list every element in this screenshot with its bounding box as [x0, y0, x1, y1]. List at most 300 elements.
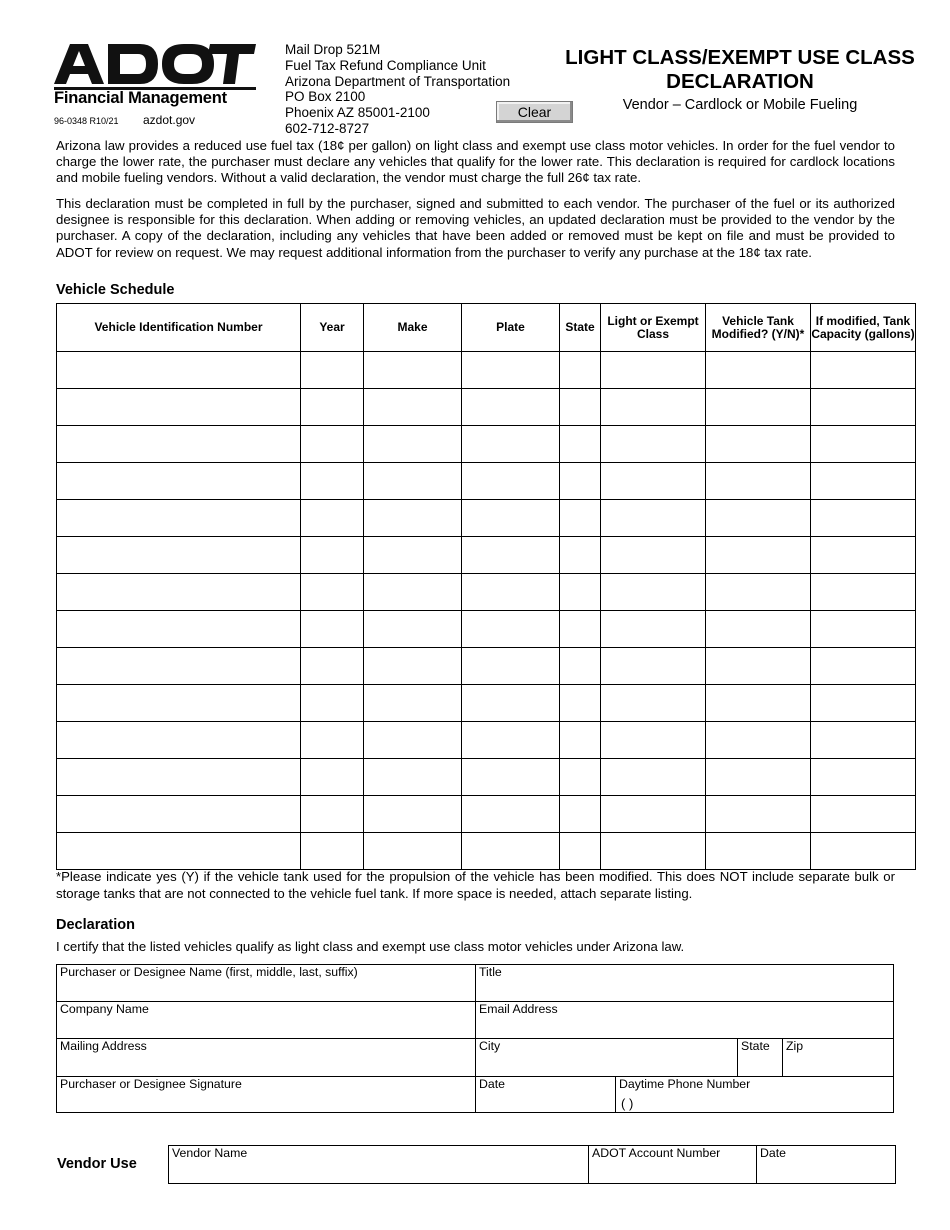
cell-class — [601, 500, 706, 537]
col-header-vin: Vehicle Identification Number — [57, 304, 301, 352]
table-row — [57, 759, 916, 796]
vin-input[interactable] — [57, 796, 300, 832]
cell-class — [601, 796, 706, 833]
tank-modified-input[interactable] — [706, 796, 810, 832]
year-input[interactable] — [301, 611, 363, 647]
vehicle-rows — [57, 352, 916, 870]
cell-year — [301, 611, 364, 648]
cell-make — [364, 685, 462, 722]
cell-state — [560, 611, 601, 648]
tank-modified-input[interactable] — [706, 722, 810, 758]
form-number: 96-0348 R10/21 — [54, 116, 119, 126]
plate-input[interactable] — [462, 796, 559, 832]
cell-make — [364, 833, 462, 870]
tank-capacity-input[interactable] — [811, 352, 915, 388]
tank-footnote: *Please indicate yes (Y) if the vehicle tank used for the propulsion of the vehicle has been modified. This does NOT include separate bulk or storage tanks that are not connected to the vehicle fuel tank. If more space is needed, attach separate listing. — [56, 869, 895, 901]
tank-capacity-input[interactable] — [811, 574, 915, 610]
cell-state — [560, 389, 601, 426]
year-input[interactable] — [301, 833, 363, 869]
date-label: Date — [479, 1077, 505, 1091]
cell-class — [601, 722, 706, 759]
vin-input[interactable] — [57, 648, 300, 684]
website: azdot.gov — [143, 113, 196, 127]
cell-tank-capacity — [811, 463, 916, 500]
col-header-tank-modified: Vehicle Tank Modified? (Y/N)* — [706, 304, 811, 352]
cell-class — [601, 463, 706, 500]
mailing-address-input[interactable] — [60, 1056, 472, 1074]
cell-vin — [57, 759, 301, 796]
vin-input[interactable] — [57, 833, 300, 869]
tank-capacity-input[interactable] — [811, 648, 915, 684]
mailing-address-cell — [57, 1039, 476, 1077]
vendor-use-fields — [168, 1145, 896, 1184]
vin-input[interactable] — [57, 574, 300, 610]
cell-tank-modified — [706, 389, 811, 426]
phone-input[interactable] — [676, 1092, 890, 1110]
cell-tank-capacity — [811, 685, 916, 722]
vin-input[interactable] — [57, 500, 300, 536]
plate-input[interactable] — [462, 759, 559, 795]
col-header-year: Year — [301, 304, 364, 352]
cell-class — [601, 833, 706, 870]
tank-capacity-input[interactable] — [811, 611, 915, 647]
cell-state — [560, 463, 601, 500]
cell-tank-modified — [706, 685, 811, 722]
cell-plate — [462, 796, 560, 833]
plate-input[interactable] — [462, 685, 559, 721]
make-input[interactable] — [364, 463, 461, 499]
cell-make — [364, 426, 462, 463]
cell-state — [560, 426, 601, 463]
year-input[interactable] — [301, 759, 363, 795]
cell-vin — [57, 352, 301, 389]
year-input[interactable] — [301, 537, 363, 573]
state-input[interactable] — [560, 352, 600, 388]
cell-tank-modified — [706, 722, 811, 759]
year-input[interactable] — [301, 796, 363, 832]
col-header-plate: Plate — [462, 304, 560, 352]
state-input[interactable] — [560, 611, 600, 647]
company-name-label: Company Name — [60, 1002, 149, 1016]
address-line: Fuel Tax Refund Compliance Unit — [285, 57, 486, 73]
cell-plate — [462, 463, 560, 500]
table-row — [57, 389, 916, 426]
signature-input[interactable] — [60, 1092, 472, 1110]
tank-modified-input[interactable] — [706, 611, 810, 647]
class-input[interactable] — [601, 611, 705, 647]
cell-vin — [57, 426, 301, 463]
cell-state — [560, 352, 601, 389]
cell-state — [560, 574, 601, 611]
tank-modified-input[interactable] — [706, 537, 810, 573]
make-input[interactable] — [364, 796, 461, 832]
cell-class — [601, 389, 706, 426]
plate-input[interactable] — [462, 352, 559, 388]
address-line: 602-712-8727 — [285, 120, 370, 136]
cell-class — [601, 426, 706, 463]
tank-modified-input[interactable] — [706, 426, 810, 462]
vin-input[interactable] — [57, 426, 300, 462]
year-input[interactable] — [301, 685, 363, 721]
state-input[interactable] — [560, 463, 600, 499]
cell-state — [560, 500, 601, 537]
class-input[interactable] — [601, 648, 705, 684]
email-label: Email Address — [479, 1002, 558, 1016]
cell-class — [601, 352, 706, 389]
tank-capacity-input[interactable] — [811, 500, 915, 536]
intro-paragraph-1: Arizona law provides a reduced use fuel tax (18¢ per gallon) on light class and exempt use class motor vehicles. In order for the fuel vendor to charge the lower rate, the purchaser must declare any vehicles that qualify for the lower rate. This declaration is required for cardlock locations and mobile fueling vendors. Without a valid declaration, the vendor must charge the full 26¢ tax rate. — [56, 138, 895, 186]
address-line: Mail Drop 521M — [285, 42, 381, 57]
cell-tank-capacity — [811, 389, 916, 426]
state-input[interactable] — [741, 1056, 779, 1074]
cell-plate — [462, 722, 560, 759]
cell-class — [601, 611, 706, 648]
cell-plate — [462, 500, 560, 537]
account-number-input[interactable] — [592, 1163, 753, 1181]
make-input[interactable] — [364, 759, 461, 795]
table-row — [57, 500, 916, 537]
make-input[interactable] — [364, 685, 461, 721]
cell-tank-modified — [706, 574, 811, 611]
cell-vin — [57, 796, 301, 833]
year-input[interactable] — [301, 352, 363, 388]
table-row — [57, 352, 916, 389]
state-input[interactable] — [560, 389, 600, 425]
zip-label: Zip — [786, 1039, 804, 1053]
plate-input[interactable] — [462, 611, 559, 647]
tank-modified-input[interactable] — [706, 685, 810, 721]
cell-plate — [462, 389, 560, 426]
cell-plate — [462, 759, 560, 796]
year-input[interactable] — [301, 389, 363, 425]
cell-tank-modified — [706, 833, 811, 870]
table-row — [57, 685, 916, 722]
cell-plate — [462, 426, 560, 463]
plate-input[interactable] — [462, 426, 559, 462]
title-input[interactable] — [479, 981, 890, 999]
cell-year — [301, 648, 364, 685]
cell-class — [601, 648, 706, 685]
state-input[interactable] — [560, 537, 600, 573]
table-row — [57, 574, 916, 611]
table-row — [57, 722, 916, 759]
table-row — [57, 833, 916, 870]
col-header-state: State — [560, 304, 601, 352]
cell-year — [301, 537, 364, 574]
cell-tank-capacity — [811, 796, 916, 833]
class-input[interactable] — [601, 759, 705, 795]
year-input[interactable] — [301, 426, 363, 462]
intro-paragraph-2: This declaration must be completed in full by the purchaser, signed and submitted to each vendor. The purchaser of the fuel or its authorized designee is responsible for this declaration. When adding or removing vehicles, an updated declaration must be provided to the vendor by the purchaser. A copy of the declaration, including any vehicles that have been added or removed must be kept on file and must be provided to ADOT for review on request. We may request additional information from the purchaser to verify any purchase at the 18¢ tax rate. — [56, 196, 895, 260]
col-header-make: Make — [364, 304, 462, 352]
vendor-name-input[interactable] — [172, 1163, 585, 1181]
state-input[interactable] — [560, 426, 600, 462]
city-cell — [476, 1039, 738, 1077]
cell-tank-modified — [706, 426, 811, 463]
cell-tank-modified — [706, 537, 811, 574]
year-input[interactable] — [301, 648, 363, 684]
cell-make — [364, 389, 462, 426]
cell-tank-modified — [706, 352, 811, 389]
cell-make — [364, 648, 462, 685]
make-input[interactable] — [364, 352, 461, 388]
cell-tank-capacity — [811, 611, 916, 648]
tank-capacity-input[interactable] — [811, 722, 915, 758]
year-input[interactable] — [301, 463, 363, 499]
cell-year — [301, 759, 364, 796]
vin-input[interactable] — [57, 611, 300, 647]
cell-class — [601, 759, 706, 796]
cell-plate — [462, 352, 560, 389]
state-input[interactable] — [560, 722, 600, 758]
tank-modified-input[interactable] — [706, 648, 810, 684]
vin-input[interactable] — [57, 685, 300, 721]
tank-capacity-input[interactable] — [811, 537, 915, 573]
city-input[interactable] — [479, 1056, 734, 1074]
vendor-date-cell — [757, 1146, 895, 1183]
cell-plate — [462, 648, 560, 685]
cell-class — [601, 574, 706, 611]
cell-tank-capacity — [811, 537, 916, 574]
class-input[interactable] — [601, 833, 705, 869]
purchaser-name-input[interactable] — [60, 981, 472, 999]
cell-year — [301, 833, 364, 870]
cell-state — [560, 685, 601, 722]
tank-capacity-input[interactable] — [811, 833, 915, 869]
year-input[interactable] — [301, 500, 363, 536]
vendor-use-heading: Vendor Use — [57, 1156, 137, 1172]
tank-capacity-input[interactable] — [811, 759, 915, 795]
plate-input[interactable] — [462, 500, 559, 536]
vendor-date-label: Date — [760, 1146, 786, 1160]
adot-logo — [54, 40, 256, 90]
date-cell — [476, 1077, 616, 1112]
vendor-name-cell — [169, 1146, 589, 1183]
phone-cell — [616, 1077, 893, 1112]
plate-input[interactable] — [462, 574, 559, 610]
tank-capacity-input[interactable] — [811, 685, 915, 721]
cell-make — [364, 796, 462, 833]
certification-text: I certify that the listed vehicles qualify as light class and exempt use class motor vehicles under Arizona law. — [56, 939, 685, 954]
class-input[interactable] — [601, 463, 705, 499]
cell-make — [364, 611, 462, 648]
table-header-row — [57, 304, 916, 352]
cell-vin — [57, 833, 301, 870]
tank-modified-input[interactable] — [706, 389, 810, 425]
phone-label: Daytime Phone Number — [619, 1077, 751, 1091]
make-input[interactable] — [364, 537, 461, 573]
cell-year — [301, 426, 364, 463]
cell-plate — [462, 537, 560, 574]
tank-modified-input[interactable] — [706, 574, 810, 610]
tank-capacity-input[interactable] — [811, 463, 915, 499]
cell-state — [560, 537, 601, 574]
state-input[interactable] — [560, 500, 600, 536]
tank-modified-input[interactable] — [706, 833, 810, 869]
cell-tank-capacity — [811, 722, 916, 759]
form-subtitle: Vendor – Cardlock or Mobile Fueling — [622, 97, 858, 113]
date-input[interactable] — [479, 1092, 612, 1110]
plate-input[interactable] — [462, 537, 559, 573]
signature-cell — [57, 1077, 476, 1112]
plate-input[interactable] — [462, 648, 559, 684]
state-input[interactable] — [560, 574, 600, 610]
vin-input[interactable] — [57, 352, 300, 388]
cell-year — [301, 352, 364, 389]
cell-year — [301, 722, 364, 759]
tank-capacity-input[interactable] — [811, 426, 915, 462]
plate-input[interactable] — [462, 463, 559, 499]
cell-tank-capacity — [811, 500, 916, 537]
cell-plate — [462, 611, 560, 648]
cell-class — [601, 537, 706, 574]
class-input[interactable] — [601, 500, 705, 536]
cell-tank-capacity — [811, 426, 916, 463]
cell-state — [560, 833, 601, 870]
cell-vin — [57, 537, 301, 574]
table-row — [57, 463, 916, 500]
cell-vin — [57, 685, 301, 722]
make-input[interactable] — [364, 611, 461, 647]
email-cell — [476, 1002, 893, 1039]
plate-input[interactable] — [462, 722, 559, 758]
cell-tank-capacity — [811, 352, 916, 389]
cell-tank-modified — [706, 500, 811, 537]
vin-input[interactable] — [57, 389, 300, 425]
make-input[interactable] — [364, 574, 461, 610]
state-input[interactable] — [560, 759, 600, 795]
vehicle-schedule-heading: Vehicle Schedule — [56, 282, 175, 298]
make-input[interactable] — [364, 833, 461, 869]
cell-tank-capacity — [811, 833, 916, 870]
cell-vin — [57, 648, 301, 685]
cell-year — [301, 500, 364, 537]
mailing-address-label: Mailing Address — [60, 1039, 147, 1053]
table-row — [57, 648, 916, 685]
cell-tank-capacity — [811, 648, 916, 685]
class-input[interactable] — [601, 722, 705, 758]
table-row — [57, 796, 916, 833]
cell-tank-modified — [706, 611, 811, 648]
address-line: Phoenix AZ 85001-2100 — [285, 105, 430, 121]
cell-state — [560, 722, 601, 759]
tank-modified-input[interactable] — [706, 352, 810, 388]
vin-input[interactable] — [57, 759, 300, 795]
clear-button[interactable]: Clear — [496, 101, 573, 123]
make-input[interactable] — [364, 500, 461, 536]
state-label: State — [741, 1039, 770, 1053]
declaration-heading: Declaration — [56, 917, 135, 933]
cell-plate — [462, 685, 560, 722]
cell-make — [364, 722, 462, 759]
mailing-address-block — [285, 42, 510, 137]
class-input[interactable] — [601, 352, 705, 388]
vendor-name-label: Vendor Name — [172, 1146, 248, 1160]
class-input[interactable] — [601, 389, 705, 425]
city-label: City — [479, 1039, 501, 1053]
form-title: LIGHT CLASS/EXEMPT USE CLASS DECLARATION — [565, 46, 915, 93]
account-number-cell — [589, 1146, 757, 1183]
make-input[interactable] — [364, 426, 461, 462]
make-input[interactable] — [364, 722, 461, 758]
cell-state — [560, 648, 601, 685]
make-input[interactable] — [364, 389, 461, 425]
plate-input[interactable] — [462, 389, 559, 425]
tank-modified-input[interactable] — [706, 759, 810, 795]
cell-tank-modified — [706, 796, 811, 833]
cell-vin — [57, 574, 301, 611]
class-input[interactable] — [601, 574, 705, 610]
company-name-input[interactable] — [60, 1018, 472, 1036]
cell-vin — [57, 611, 301, 648]
plate-input[interactable] — [462, 833, 559, 869]
title-label: Title — [479, 965, 502, 979]
cell-vin — [57, 389, 301, 426]
tank-modified-input[interactable] — [706, 463, 810, 499]
year-input[interactable] — [301, 722, 363, 758]
vendor-date-input[interactable] — [760, 1163, 892, 1181]
state-input[interactable] — [560, 796, 600, 832]
cell-year — [301, 574, 364, 611]
cell-year — [301, 389, 364, 426]
cell-state — [560, 796, 601, 833]
tank-capacity-input[interactable] — [811, 796, 915, 832]
cell-make — [364, 759, 462, 796]
zip-input[interactable] — [786, 1056, 890, 1074]
cell-tank-capacity — [811, 759, 916, 796]
tank-modified-input[interactable] — [706, 500, 810, 536]
cell-plate — [462, 833, 560, 870]
state-input[interactable] — [560, 833, 600, 869]
title-cell — [476, 965, 893, 1002]
cell-tank-modified — [706, 648, 811, 685]
division-name: Financial Management — [54, 89, 227, 107]
company-name-cell — [57, 1002, 476, 1039]
tank-capacity-input[interactable] — [811, 389, 915, 425]
zip-cell — [783, 1039, 893, 1077]
cell-vin — [57, 463, 301, 500]
class-input[interactable] — [601, 537, 705, 573]
table-row — [57, 426, 916, 463]
cell-vin — [57, 722, 301, 759]
email-input[interactable] — [479, 1018, 890, 1036]
cell-make — [364, 574, 462, 611]
table-row — [57, 611, 916, 648]
col-header-tank-capacity: If modified, Tank Capacity (gallons) — [811, 304, 916, 352]
declaration-fields — [56, 964, 894, 1113]
cell-tank-capacity — [811, 574, 916, 611]
cell-vin — [57, 500, 301, 537]
state-input[interactable] — [560, 685, 600, 721]
cell-class — [601, 685, 706, 722]
year-input[interactable] — [301, 574, 363, 610]
account-number-label: ADOT Account Number — [592, 1146, 721, 1160]
make-input[interactable] — [364, 648, 461, 684]
col-header-class: Light or Exempt Class — [601, 304, 706, 352]
vin-input[interactable] — [57, 537, 300, 573]
state-input[interactable] — [560, 648, 600, 684]
vin-input[interactable] — [57, 463, 300, 499]
class-input[interactable] — [601, 796, 705, 832]
class-input[interactable] — [601, 426, 705, 462]
purchaser-name-label: Purchaser or Designee Name (first, middle, last, suffix) — [60, 965, 358, 979]
cell-make — [364, 537, 462, 574]
class-input[interactable] — [601, 685, 705, 721]
cell-tank-modified — [706, 759, 811, 796]
address-line: Arizona Department of Transportation — [285, 73, 511, 89]
cell-year — [301, 685, 364, 722]
vin-input[interactable] — [57, 722, 300, 758]
